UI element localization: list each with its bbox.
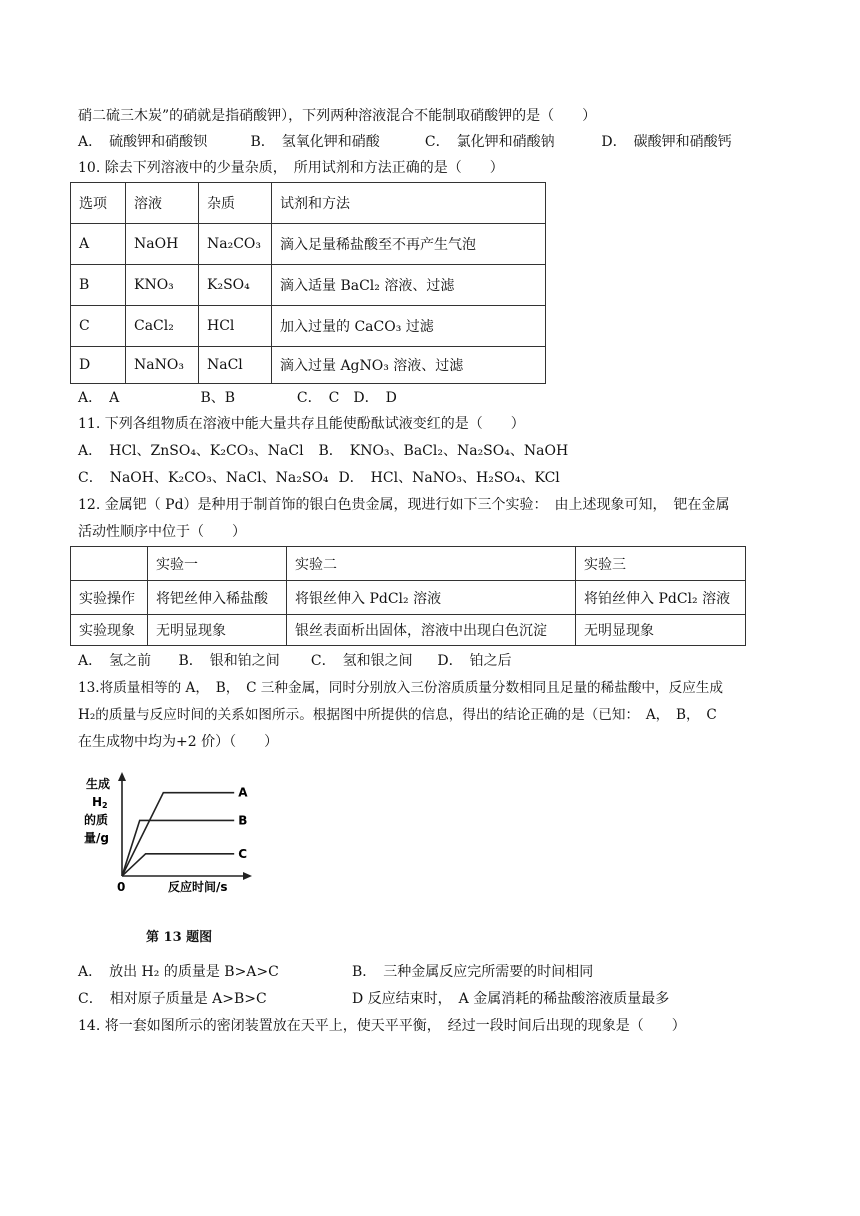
chart-origin-label: 0: [117, 880, 126, 894]
q12-stem-line1: 12. 金属钯（ Pd）是种用于制首饰的银白色贵金属，现进行如下三个实验： 由上述现象可知， 钯在金属: [78, 497, 730, 513]
table-cell: 滴入过量 AgNO₃ 溶液、过滤: [272, 347, 546, 384]
table-cell: 将铂丝伸入 PdCl₂ 溶液: [576, 581, 746, 615]
table-row: [71, 224, 546, 265]
table-row: [71, 615, 746, 646]
table-cell: 无明显现象: [148, 615, 287, 646]
q10-option-c: C． C: [296, 390, 340, 406]
q13-option-b: B． 三种金属反应完所需要的时间相同: [352, 964, 594, 980]
q9-stem: 硝二硫三木炭”的硝就是指硝酸钾），下列两种溶液混合不能制取硝酸钾的是（ ）: [78, 108, 597, 124]
chart-xlabel: 反应时间/s: [168, 880, 228, 894]
q13-stem-line1: 13.将质量相等的 A， B， C 三种金属，同时分别放入三份溶质质量分数相同且足量的稀盐酸中，反应生成: [78, 680, 723, 696]
table-cell: C: [71, 306, 126, 347]
table-cell: 将钯丝伸入稀盐酸: [148, 581, 287, 615]
q9-option-c: C． 氯化钾和硝酸钠: [424, 134, 555, 150]
table-cell: 将银丝伸入 PdCl₂ 溶液: [287, 581, 576, 615]
table-cell: K₂SO₄: [199, 265, 272, 306]
q11-option-b: B． KNO₃、BaCl₂、Na₂SO₄、NaOH: [318, 443, 569, 459]
table-row: [71, 265, 546, 306]
q13-option-a: A． 放出 H₂ 的质量是 B>A>C: [78, 964, 279, 980]
q13-stem-line2: H₂的质量与反应时间的关系如图所示。根据图中所提供的信息，得出的结论正确的是（已知： A， B， C: [78, 707, 717, 723]
q11-options-row2: [78, 468, 560, 488]
q12-option-a: A． 氢之前: [78, 653, 152, 669]
table-header-cell: 实验三: [576, 547, 746, 581]
q9-option-a: A． 硫酸钾和硝酸钡: [78, 134, 208, 150]
q13-option-c: C． 相对原子质量是 A>B>C: [78, 991, 267, 1007]
table-row: [71, 306, 546, 347]
q11-option-d: D． HCl、NaNO₃、H₂SO₄、KCl: [338, 470, 560, 486]
table-cell: 实验现象: [71, 615, 148, 646]
table-cell: 滴入足量稀盐酸至不再产生气泡: [272, 224, 546, 265]
q13-stem-line3: 在生成物中均为+2 价）（ ）: [78, 734, 279, 750]
chart-ylabel-line4: 量/g: [84, 831, 109, 845]
q13-figure-caption: 第 13 题图: [146, 930, 213, 945]
q12-stem-line2: 活动性顺序中位于（ ）: [78, 524, 246, 540]
q11-stem: 11. 下列各组物质在溶液中能大量共存且能使酚酞试液变红的是（ ）: [78, 416, 525, 432]
table-header-row: [71, 547, 746, 581]
q9-options: [78, 132, 732, 152]
q13-option-d: D 反应结束时， A 金属消耗的稀盐酸溶液质量最多: [352, 991, 670, 1007]
table-cell: 银丝表面析出固体，溶液中出现白色沉淀: [287, 615, 576, 646]
series-line-b: [122, 820, 234, 876]
table-cell: NaNO₃: [126, 347, 199, 384]
table-cell: NaOH: [126, 224, 199, 265]
table-header-cell: 选项: [71, 183, 126, 224]
table-cell: D: [71, 347, 126, 384]
table-cell: 实验操作: [71, 581, 148, 615]
chart-ylabel-line3: 的质: [84, 813, 109, 827]
q14-stem: 14. 将一套如图所示的密闭装置放在天平上，使天平平衡， 经过一段时间后出现的现象是（ ）: [78, 1018, 686, 1034]
table-cell: 无明显现象: [576, 615, 746, 646]
table-header-cell: 实验一: [148, 547, 287, 581]
series-label-b: B: [238, 813, 248, 828]
series-label-c: C: [238, 846, 248, 861]
table-header-cell: 溶液: [126, 183, 199, 224]
table-header-cell: 试剂和方法: [272, 183, 546, 224]
chart-ylabel-line2: H2: [92, 795, 108, 810]
q10-options: [78, 388, 397, 408]
table-cell: 滴入适量 BaCl₂ 溶液、过滤: [272, 265, 546, 306]
table-cell: HCl: [199, 306, 272, 347]
x-axis-arrow: [243, 872, 252, 880]
table-cell: 加入过量的 CaCO₃ 过滤: [272, 306, 546, 347]
table-row: [71, 347, 546, 384]
q10-table: [70, 182, 546, 384]
table-cell: NaCl: [199, 347, 272, 384]
q12-options: [78, 651, 512, 671]
q13-chart: [80, 768, 260, 900]
table-cell: CaCl₂: [126, 306, 199, 347]
q11-option-c: C． NaOH、K₂CO₃、NaCl、Na₂SO₄: [78, 470, 329, 486]
q9-option-b: B． 氢氧化钾和硝酸: [250, 134, 380, 150]
table-header-cell: [71, 547, 148, 581]
table-header-row: [71, 183, 546, 224]
q9-option-d: D． 碳酸钾和硝酸钙: [601, 134, 732, 150]
table-cell: Na₂CO₃: [199, 224, 272, 265]
table-cell: B: [71, 265, 126, 306]
series-line-c: [122, 854, 234, 876]
y-axis-arrow: [118, 772, 126, 781]
table-cell: A: [71, 224, 126, 265]
q11-options-row1: [78, 441, 568, 461]
q10-stem: 10. 除去下列溶液中的少量杂质， 所用试剂和方法正确的是（ ）: [78, 160, 504, 176]
table-header-cell: 杂质: [199, 183, 272, 224]
q10-option-a: A． A: [78, 390, 120, 406]
table-header-cell: 实验二: [287, 547, 576, 581]
q12-option-b: B． 银和铂之间: [178, 653, 280, 669]
table-cell: KNO₃: [126, 265, 199, 306]
series-label-a: A: [238, 785, 248, 800]
q10-option-b: B、B: [200, 390, 236, 406]
q12-option-c: C． 氢和银之间: [310, 653, 413, 669]
q11-option-a: A． HCl、ZnSO₄、K₂CO₃、NaCl: [78, 443, 304, 459]
q12-table: [70, 546, 746, 646]
table-row: [71, 581, 746, 615]
chart-ylabel-line1: 生成: [86, 777, 111, 791]
series-line-a: [122, 793, 234, 876]
q10-option-d: D． D: [353, 390, 397, 406]
q12-option-d: D． 铂之后: [437, 653, 512, 669]
